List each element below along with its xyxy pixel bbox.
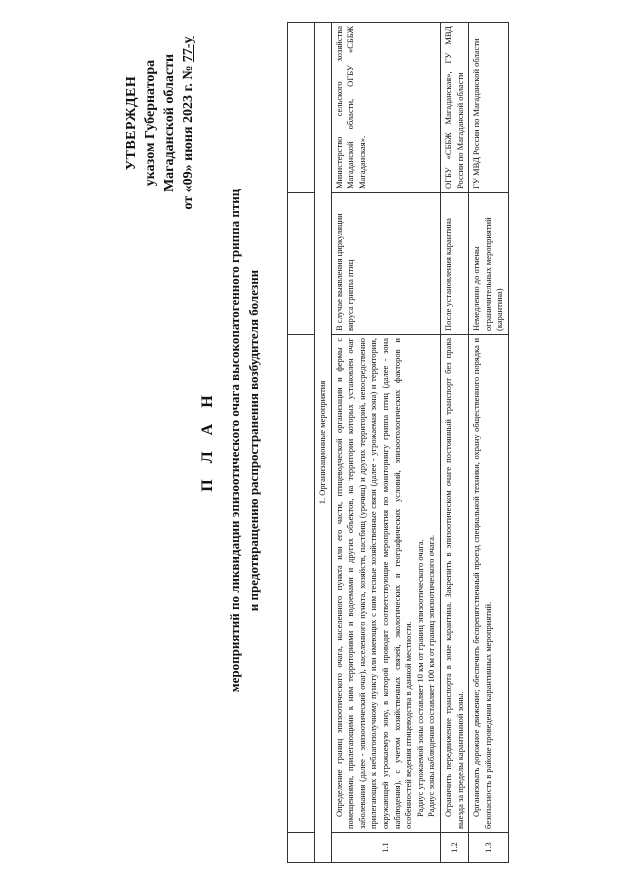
row-responsible: ОГБУ «СББЖ Магаданская», ГУ МВД России по Магаданской области [440, 23, 468, 193]
header-cell [288, 833, 315, 863]
header-cell [288, 335, 315, 833]
row-action [469, 335, 509, 833]
section-row [315, 23, 332, 863]
action-text-3: Радиус зоны наблюдения составляет 100 км от границ эпизоотического очага. [426, 534, 437, 817]
action-text: Организовать дорожное движение; обеспечить беспрепятственный проезд специальной техники, охрану общественного порядка и безопасность в районе проведения карантинных мероприятий. [471, 338, 493, 829]
action-text-2: Радиус угрожаемой зоны составляет 10 км от границ эпизоотического очага. [414, 539, 425, 817]
row-number: 1.3 [469, 833, 509, 863]
title-line-1: мероприятий по ликвидации эпизоотического очага высокопатогенного гриппа птиц [227, 188, 242, 693]
section-title: 1. Организационные мероприятия [315, 23, 332, 863]
action-text: Ограничить передвижение транспорта в зоне карантина. Закрепить в эпизоотическом очаге постоянный транспорт без права выезда за пределы карантинной зоны. [442, 338, 465, 829]
approval-heading: УТВЕРЖДЕН [124, 75, 139, 171]
approval-line-1: указом Губернатора [143, 59, 158, 187]
row-number: 1.1 [331, 833, 440, 863]
title-line-2: и предотвращению распространения возбудителя болезни [246, 269, 261, 612]
row-term: После установления карантина [440, 193, 468, 335]
document-title [197, 78, 263, 803]
approval-line-2: Магаданской области [162, 53, 177, 193]
row-responsible: ГУ МВД России по Магаданской области [469, 23, 509, 193]
table-row [440, 23, 468, 863]
table-row [469, 23, 509, 863]
table-header-row [288, 23, 315, 863]
row-term: В случае выявления циркуляции вируса гриппа птиц [331, 193, 440, 335]
row-term: Немедленно до отмены ограничительных мероприятий (карантина) [469, 193, 509, 335]
approval-stamp [122, 3, 198, 243]
action-text: Определение границ эпизоотического очага, населенного пункта или его части, птицеводческой организации и фермы с помещениями, прилегающими к ним территориями и водоемами и других объектов, на территории которых установлен очаг заболевания (далее - эпизоотический очаг), населенного пункта, хозяйств, пастбищ (урочищ) и других территорий, непосредственно прилегающих к неблагополучному пункту или имеющих с ним тесные хозяйственные связи (далее - угрожаемая зона) и территории, окружающей угрожаемую зону, в которой проводят соответствующие мероприятия по мониторингу гриппа птиц (далее - зона наблюдения), с учетом хозяйственных связей, экологических и географических условий, эпизоотологических факторов и особенностей ведения птицеводства в данной местности. [333, 338, 414, 829]
approval-date: от «09» июня 2023 г. № [181, 65, 196, 210]
row-action [440, 335, 468, 833]
row-action [331, 335, 440, 833]
table-row [331, 23, 440, 863]
approval-number: 77-у [181, 36, 196, 63]
row-number: 1.2 [440, 833, 468, 863]
plan-table [287, 22, 509, 863]
plan-heading: П Л А Н [199, 389, 216, 492]
header-cell [288, 193, 315, 335]
approval-date-line [179, 3, 198, 243]
header-cell [288, 23, 315, 193]
row-responsible: Министерство сельского хозяйства Магаданской области, ОГБУ «СББЖ Магаданская». [331, 23, 440, 193]
